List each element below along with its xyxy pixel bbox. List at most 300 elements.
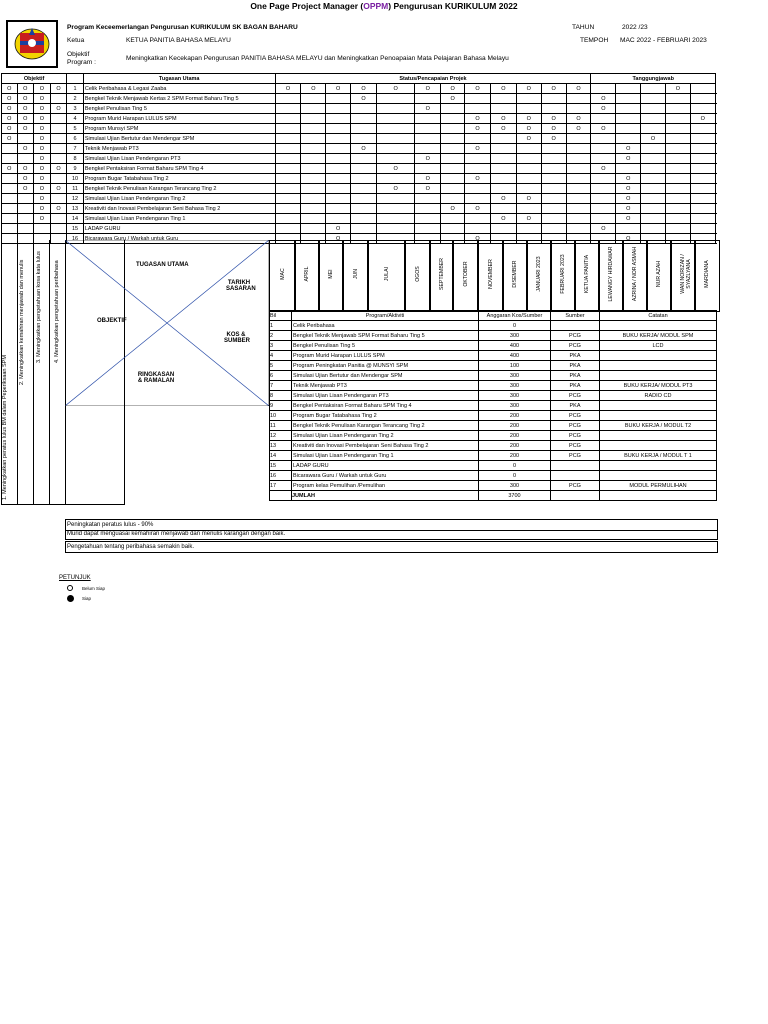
budget-catatan: RADIO CD (600, 391, 717, 401)
status-mark: O (377, 184, 415, 194)
responsibility-mark (690, 194, 715, 204)
budget-bil: 8 (270, 391, 292, 401)
budget-anggaran: 400 (479, 351, 551, 361)
status-mark (415, 214, 441, 224)
status-mark: O (490, 194, 516, 204)
budget-sumber: PCG (551, 451, 600, 461)
status-mark (490, 174, 516, 184)
budget-bil: 3 (270, 341, 292, 351)
budget-anggaran: 300 (479, 381, 551, 391)
responsibility-mark: O (666, 84, 691, 94)
objective-mark (50, 214, 67, 224)
month-label-cell (269, 240, 296, 312)
status-mark (415, 124, 441, 134)
task-number: 15 (67, 224, 84, 234)
status-mark (301, 224, 326, 234)
responsibility-mark (641, 154, 666, 164)
objective-mark (50, 144, 67, 154)
objective-mark: O (34, 184, 51, 194)
status-mark: O (415, 154, 441, 164)
objective-mark: O (34, 214, 51, 224)
budget-catatan (600, 401, 717, 411)
responsibility-mark (641, 214, 666, 224)
objective-mark (50, 174, 67, 184)
status-mark (326, 174, 351, 184)
budget-row (270, 461, 717, 471)
month-label-cell (502, 240, 528, 312)
status-mark (301, 164, 326, 174)
status-mark (441, 214, 465, 224)
status-mark (566, 104, 591, 114)
person-label-cell (598, 240, 624, 312)
status-mark: O (415, 184, 441, 194)
budget-catatan: BUKU KERJA / MODUL T2 (600, 421, 717, 431)
person-label: MARDIANA (704, 260, 710, 288)
objective-mark (50, 114, 67, 124)
legend-belum: Belum Siap (82, 586, 106, 591)
responsibility-mark (591, 204, 616, 214)
objektif-head: Objektif (2, 74, 67, 84)
responsibility-mark (690, 104, 715, 114)
status-mark (351, 134, 377, 144)
status-mark: O (490, 114, 516, 124)
responsibility-mark: O (641, 134, 666, 144)
budget-catatan (600, 371, 717, 381)
responsibility-mark: O (616, 194, 641, 204)
status-mark: O (541, 114, 566, 124)
responsibility-mark (591, 84, 616, 94)
status-mark (351, 164, 377, 174)
objective-mark: O (17, 174, 34, 184)
task-number: 1 (67, 84, 84, 94)
task-name: Bengkel Teknik Penulisan Karangan Terancang Ting 2 (83, 184, 275, 194)
status-mark (516, 154, 541, 164)
budget-program: Simulasi Ujian Bertutur dan Mendengar SPM (292, 371, 479, 381)
budget-sumber: PKA (551, 381, 600, 391)
status-mark: O (541, 124, 566, 134)
status-mark (301, 144, 326, 154)
status-mark (377, 114, 415, 124)
status-mark (441, 174, 465, 184)
status-mark: O (490, 124, 516, 134)
budget-sumber: PCG (551, 331, 600, 341)
objektif-label: Objektif (67, 51, 90, 58)
status-mark (516, 94, 541, 104)
budget-bil: 2 (270, 331, 292, 341)
status-mark: O (415, 174, 441, 184)
budget-row (270, 481, 717, 491)
status-mark (516, 144, 541, 154)
school-logo (6, 20, 58, 68)
responsibility-mark (641, 84, 666, 94)
responsibility-mark (666, 114, 691, 124)
status-mark: O (415, 104, 441, 114)
budget-row (270, 421, 717, 431)
responsibility-mark (641, 224, 666, 234)
objective-mark: O (17, 124, 34, 134)
task-name: Program Murid Harapan LULUS SPM (83, 114, 275, 124)
status-mark (541, 104, 566, 114)
budget-row (270, 441, 717, 451)
responsibility-mark: O (616, 184, 641, 194)
responsibility-mark (591, 174, 616, 184)
status-mark (415, 164, 441, 174)
task-name: Simulasi Ujian Bertutur dan Mendengar SPM (83, 134, 275, 144)
objective-mark: O (17, 184, 34, 194)
responsibility-mark (666, 224, 691, 234)
objective-mark (17, 224, 34, 234)
budget-anggaran: 0 (479, 461, 551, 471)
tahun-value: 2022 /23 (622, 24, 648, 31)
status-mark (541, 214, 566, 224)
task-number: 13 (67, 204, 84, 214)
objective-2: 2. Meningkatkan kemahiran menjawab dan menulis (19, 259, 25, 385)
person-label-cell (646, 240, 672, 312)
responsibility-mark (666, 204, 691, 214)
status-mark (566, 94, 591, 104)
status-mark (516, 224, 541, 234)
budget-program: LADAP GURU (292, 461, 479, 471)
objective-mark (50, 134, 67, 144)
responsibility-mark (666, 194, 691, 204)
budget-sumber: PCG (551, 421, 600, 431)
status-mark (415, 134, 441, 144)
responsibility-mark: O (591, 104, 616, 114)
task-row (2, 154, 716, 164)
status-mark (351, 204, 377, 214)
month-label: NOVEMBER (487, 259, 494, 289)
responsibility-mark (591, 184, 616, 194)
status-mark: O (465, 144, 491, 154)
status-mark (541, 164, 566, 174)
objective-mark: O (2, 124, 18, 134)
objective-mark: O (34, 114, 51, 124)
status-mark (275, 164, 301, 174)
status-mark (441, 144, 465, 154)
status-mark (441, 164, 465, 174)
status-mark (377, 134, 415, 144)
budget-program: Teknik Menjawab PT3 (292, 381, 479, 391)
status-mark (377, 204, 415, 214)
responsibility-mark: O (616, 144, 641, 154)
objective-mark: O (2, 94, 18, 104)
status-mark (377, 144, 415, 154)
task-row (2, 194, 716, 204)
status-mark: O (377, 84, 415, 94)
budget-row (270, 381, 717, 391)
responsibility-mark (690, 174, 715, 184)
task-name: Simulasi Ujian Lisan Pendengaran Ting 1 (83, 214, 275, 224)
task-number: 14 (67, 214, 84, 224)
status-mark (490, 154, 516, 164)
task-number: 11 (67, 184, 84, 194)
status-mark (441, 124, 465, 134)
summary-row-2: Murid dapat menguasai kemahiran menjawab dan menulis karangan dengan baik. (65, 529, 718, 540)
status-mark (326, 134, 351, 144)
status-mark (301, 124, 326, 134)
responsibility-mark (591, 194, 616, 204)
status-mark (377, 154, 415, 164)
responsibility-mark (616, 164, 641, 174)
status-mark: O (541, 134, 566, 144)
status-mark: O (441, 94, 465, 104)
month-label: OKTOBER (462, 261, 469, 287)
task-row (2, 84, 716, 94)
status-mark: O (566, 124, 591, 134)
month-label: SEPTEMBER (438, 258, 445, 290)
responsibility-mark (616, 124, 641, 134)
budget-table (269, 310, 717, 501)
responsibility-mark (641, 104, 666, 114)
task-name: Bengkel Penulisan Ting 5 (83, 104, 275, 114)
responsibility-mark (690, 164, 715, 174)
objective-mark (2, 204, 18, 214)
objective-mark (2, 154, 18, 164)
status-mark (465, 154, 491, 164)
status-mark (541, 204, 566, 214)
budget-program: Simulasi Ujian Lisan Pendengaran PT3 (292, 391, 479, 401)
month-label-cell (429, 240, 454, 312)
budget-row (270, 351, 717, 361)
budget-bil: 12 (270, 431, 292, 441)
status-mark (541, 224, 566, 234)
status-mark: O (351, 94, 377, 104)
budget-sumber (551, 461, 600, 471)
status-mark: O (566, 84, 591, 94)
responsibility-mark (641, 174, 666, 184)
task-number: 5 (67, 124, 84, 134)
status-mark (377, 214, 415, 224)
status-mark (301, 104, 326, 114)
budget-catatan (600, 431, 717, 441)
status-mark (326, 104, 351, 114)
task-name: Simulasi Ujian Lisan Pendengaran Ting 2 (83, 194, 275, 204)
budget-program: Kreativiti dan Inovasi Pembelajaran Seni Bahasa Ting 2 (292, 441, 479, 451)
budget-head-ang: Anggaran Kos/Sumber (479, 311, 551, 321)
tempoh-label: TEMPOH (580, 37, 609, 44)
task-name: LADAP GURU (83, 224, 275, 234)
budget-bil: 9 (270, 401, 292, 411)
responsibility-mark (690, 204, 715, 214)
month-label: MEI (328, 269, 334, 279)
person-label: WAN NORIZAN / SYAZLYANA (680, 254, 692, 294)
status-mark: O (516, 84, 541, 94)
budget-row (270, 401, 717, 411)
responsibility-mark: O (616, 204, 641, 214)
status-mark (566, 154, 591, 164)
summary-row-3: Pengetahuan tentang peribahasa semakin baik. (65, 541, 718, 553)
budget-sumber: PCG (551, 411, 600, 421)
task-grid (1, 73, 716, 244)
budget-anggaran: 100 (479, 361, 551, 371)
status-mark (275, 224, 301, 234)
objective-mark: O (34, 174, 51, 184)
status-mark (465, 184, 491, 194)
status-mark: O (301, 84, 326, 94)
program-title: Program Keceemerlangan Pengurusan KURIKULUM SK BAGAN BAHARU (67, 24, 298, 31)
status-mark (326, 94, 351, 104)
responsibility-mark: O (591, 164, 616, 174)
status-mark (465, 164, 491, 174)
budget-program: Bicarawara Guru / Warkah untuk Guru (292, 471, 479, 481)
month-label: DISEMBER (512, 260, 518, 288)
school-crest-icon (8, 22, 56, 66)
status-mark (566, 204, 591, 214)
objective-3: 3. Meningkatkan pengetahuan kosa kata lulus (36, 251, 42, 363)
objective-mark (2, 224, 18, 234)
responsibility-mark (641, 144, 666, 154)
status-mark: O (566, 114, 591, 124)
objective-mark: O (34, 144, 51, 154)
responsibility-mark (666, 154, 691, 164)
status-mark (275, 174, 301, 184)
responsibility-mark (666, 164, 691, 174)
budget-sumber: PCG (551, 341, 600, 351)
responsibility-mark (666, 144, 691, 154)
status-mark (326, 184, 351, 194)
month-label: OGOS (414, 266, 421, 282)
status-mark: O (465, 114, 491, 124)
status-mark (275, 194, 301, 204)
responsibility-mark (690, 224, 715, 234)
objective-mark (2, 174, 18, 184)
status-mark (275, 114, 301, 124)
legend-siap: Siap (82, 596, 92, 601)
objective-mark: O (17, 94, 34, 104)
person-label: KETUA PANITIA (584, 254, 590, 294)
status-mark: O (351, 84, 377, 94)
responsibility-mark (641, 94, 666, 104)
objective-mark (50, 94, 67, 104)
status-mark (275, 214, 301, 224)
month-label-cell (404, 240, 431, 312)
status-mark (275, 144, 301, 154)
month-label: FEBRUARI 2023 (560, 254, 566, 294)
budget-head-bil: Bil (270, 311, 292, 321)
objective-mark (2, 184, 18, 194)
responsibility-mark (690, 144, 715, 154)
month-label: JUN (352, 268, 359, 280)
month-label-cell (342, 240, 369, 312)
task-name: Bengkel Pentaksiran Format Baharu SPM Ting 4 (83, 164, 275, 174)
status-mark (301, 204, 326, 214)
status-mark (301, 214, 326, 224)
responsibility-mark (616, 94, 641, 104)
month-label-cell (477, 240, 504, 312)
status-mark: O (415, 84, 441, 94)
status-mark (275, 104, 301, 114)
status-mark (490, 134, 516, 144)
objective-mark: O (34, 134, 51, 144)
month-label: MAC (279, 268, 286, 280)
task-number: 4 (67, 114, 84, 124)
budget-sumber (551, 471, 600, 481)
responsibility-mark (666, 214, 691, 224)
responsibility-mark (641, 204, 666, 214)
budget-anggaran: 300 (479, 481, 551, 491)
status-mark (351, 184, 377, 194)
status-mark (441, 184, 465, 194)
status-mark: O (465, 204, 491, 214)
budget-sumber: PKA (551, 361, 600, 371)
task-number: 12 (67, 194, 84, 204)
status-mark (490, 104, 516, 114)
status-mark (441, 134, 465, 144)
status-mark (541, 174, 566, 184)
budget-row (270, 451, 717, 461)
status-mark (566, 214, 591, 224)
budget-catatan (600, 471, 717, 481)
budget-program: Bengkel Teknik Penulisan Karangan Terancang Ting 2 (292, 421, 479, 431)
status-mark: O (326, 84, 351, 94)
status-mark (326, 194, 351, 204)
objective-mark (50, 224, 67, 234)
status-mark: O (326, 234, 351, 244)
budget-anggaran: 300 (479, 401, 551, 411)
task-row (2, 174, 716, 184)
budget-program: Simulasi Ujian Lisan Pendengaran Ting 1 (292, 451, 479, 461)
status-mark (490, 224, 516, 234)
status-mark (415, 194, 441, 204)
status-mark (415, 204, 441, 214)
responsibility-mark (616, 224, 641, 234)
budget-catatan (600, 441, 717, 451)
status-mark (351, 154, 377, 164)
responsibility-mark (666, 174, 691, 184)
status-mark (541, 194, 566, 204)
matrix-kos: KOS & SUMBER (224, 332, 251, 344)
matrix-objektif: OBJEKTIF (97, 318, 127, 324)
status-mark (351, 124, 377, 134)
objective-mark (17, 194, 34, 204)
budget-head-prog: Program/Aktiviti (292, 311, 479, 321)
status-mark: O (275, 84, 301, 94)
budget-program: Simulasi Ujian Lisan Pendengaran Ting 2 (292, 431, 479, 441)
objective-mark: O (34, 154, 51, 164)
objective-mark: O (2, 104, 18, 114)
task-row (2, 114, 716, 124)
siap-icon (67, 595, 74, 602)
month-label-cell (550, 240, 576, 312)
responsibility-mark (641, 124, 666, 134)
status-mark (490, 164, 516, 174)
task-name: Program Bugar Tatabahasa Ting 2 (83, 174, 275, 184)
budget-sumber: PCG (551, 391, 600, 401)
tugasan-head: Tugasan Utama (83, 74, 275, 84)
budget-catatan (600, 351, 717, 361)
month-label-cell (318, 240, 344, 312)
task-row (2, 204, 716, 214)
budget-catatan: LCD (600, 341, 717, 351)
person-label: LEWANGY HIRDAWAR (608, 246, 614, 302)
responsibility-mark: O (616, 154, 641, 164)
status-mark (415, 144, 441, 154)
status-mark (326, 114, 351, 124)
task-row (2, 134, 716, 144)
budget-catatan: MODUL PERMULIHAN (600, 481, 717, 491)
status-mark (275, 124, 301, 134)
responsibility-mark (690, 134, 715, 144)
status-mark (351, 174, 377, 184)
responsibility-mark (666, 184, 691, 194)
objective-mark: O (34, 124, 51, 134)
status-mark (541, 144, 566, 154)
objective-mark: O (50, 204, 67, 214)
status-mark (490, 144, 516, 154)
budget-bil: 4 (270, 351, 292, 361)
status-mark (441, 194, 465, 204)
ketua-label: Ketua (67, 37, 85, 44)
